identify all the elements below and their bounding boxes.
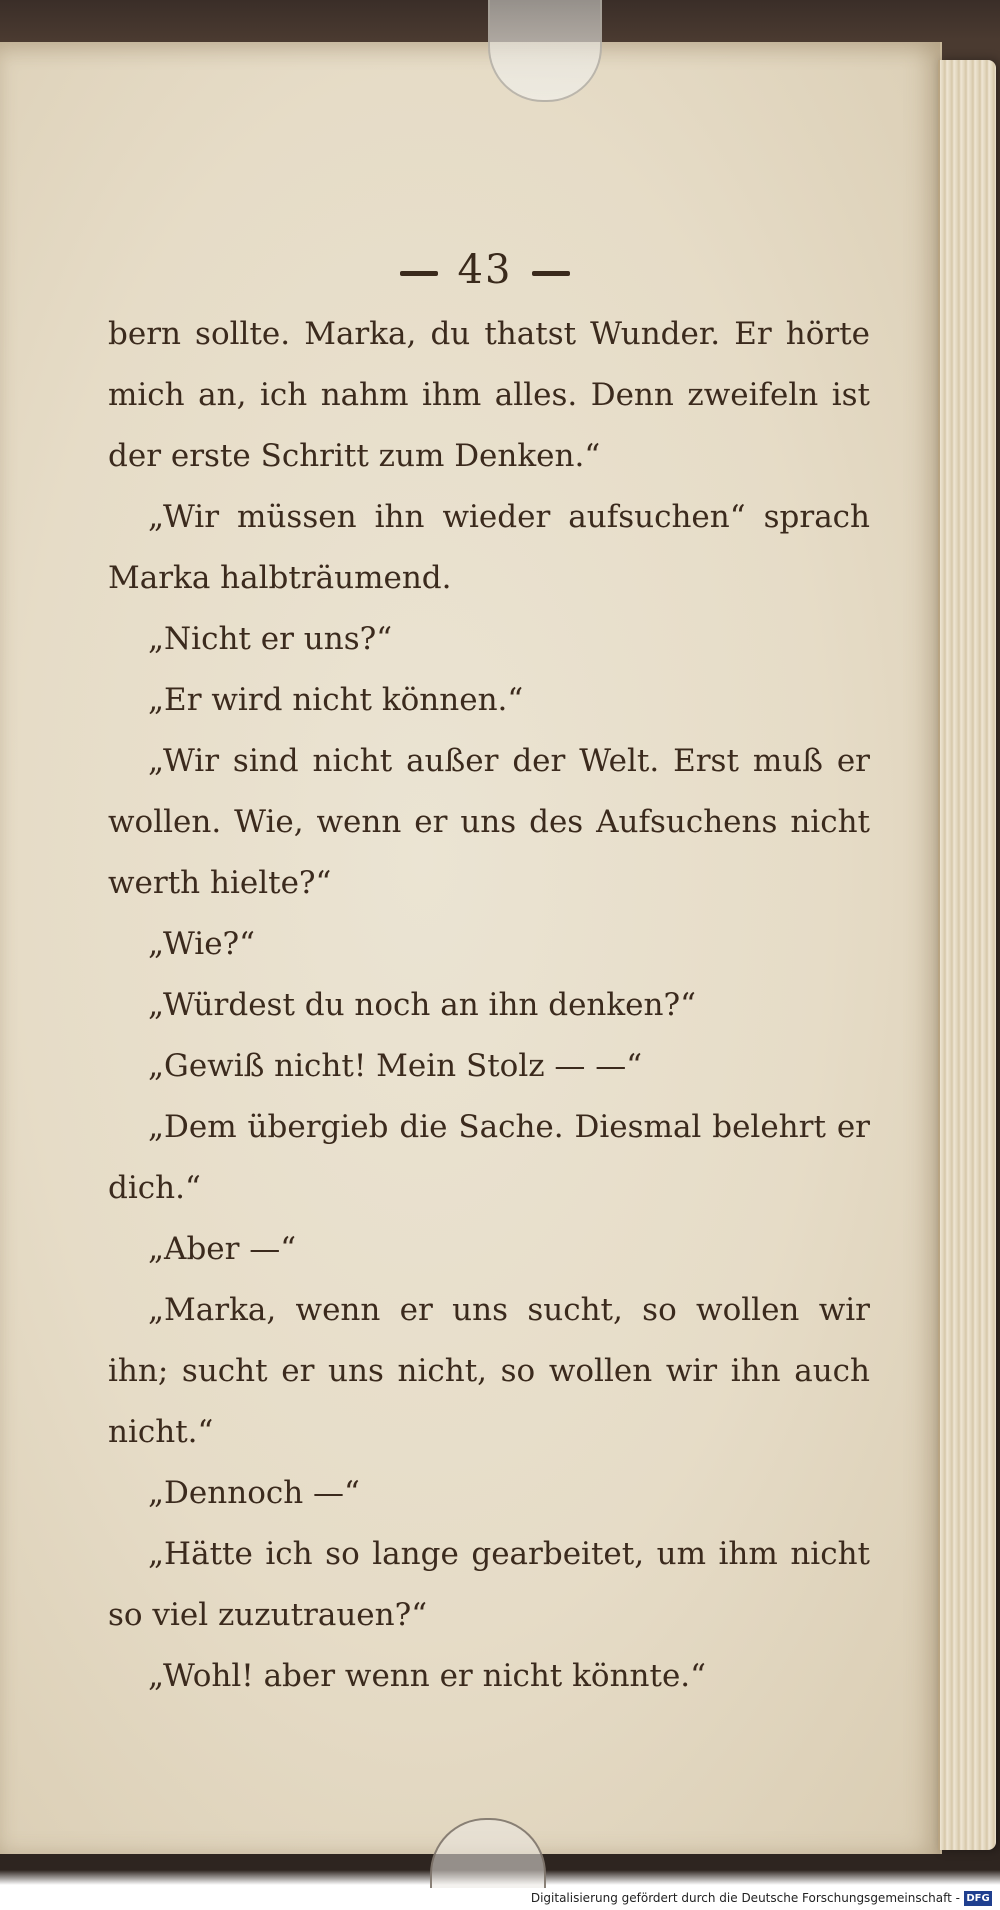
paragraph: „Hätte ich so lange gearbeitet, um ihm nicht so viel zuzutrauen?“ (108, 1536, 870, 1633)
paragraph: „Er wird nicht können.“ (148, 682, 524, 718)
paragraph: „Gewiß nicht! Mein Stolz — —“ (148, 1048, 643, 1084)
paragraph: „Nicht er uns?“ (148, 621, 393, 657)
paragraph: „Wie?“ (148, 926, 256, 962)
page-stack-edge (938, 60, 996, 1850)
paragraph: „Wohl! aber wenn er nicht könnte.“ (148, 1658, 706, 1694)
top-book-clip (488, 0, 602, 102)
page-number-left-dash (400, 271, 438, 276)
paragraph: „Wir müssen ihn wieder aufsuchen“ sprach Marka halbträumend. (108, 499, 870, 596)
paragraph: „Würdest du noch an ihn denken?“ (148, 987, 696, 1023)
dfg-logo: DFG (964, 1891, 992, 1906)
book-page (0, 42, 942, 1854)
paragraph: bern sollte. Marka, du thatst Wunder. Er hörte mich an, ich nahm ihm alles. Denn zweifeln ist der erste Schritt zum Denken.“ (108, 316, 870, 474)
paragraph: „Dennoch —“ (148, 1475, 360, 1511)
page-body-text (108, 304, 870, 1707)
paragraph: „Aber —“ (148, 1231, 297, 1267)
page-number-value: 43 (457, 247, 513, 293)
page-number (340, 247, 630, 293)
digitization-footer (0, 1888, 1000, 1910)
paragraph: „Dem übergieb die Sache. Diesmal belehrt er dich.“ (108, 1109, 870, 1206)
paragraph: „Marka, wenn er uns sucht, so wollen wir ihn; sucht er uns nicht, so wollen wir ihn auch nicht.“ (108, 1292, 870, 1450)
page-number-right-dash (532, 271, 570, 276)
paragraph: „Wir sind nicht außer der Welt. Erst muß er wollen. Wie, wenn er uns des Aufsuchens nicht werth hielte?“ (108, 743, 870, 901)
funding-credit: Digitalisierung gefördert durch die Deutsche Forschungsgemeinschaft - (530, 1891, 960, 1905)
